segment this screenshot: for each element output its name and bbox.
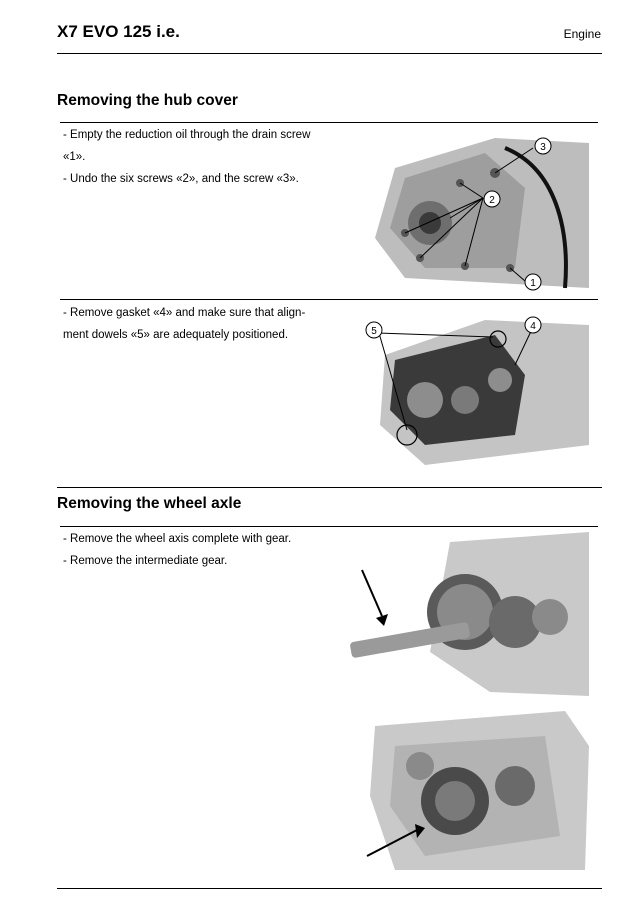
intermediate-gear-photo — [365, 706, 589, 870]
footer-rule — [57, 888, 602, 889]
callout-4 — [525, 317, 541, 333]
svg-text:4: 4 — [530, 321, 536, 332]
block-rule — [60, 299, 598, 300]
step-line: - Empty the reduction oil through the drain screw — [63, 129, 311, 141]
callout-3 — [535, 138, 551, 154]
section-heading-wheel-axle: Removing the wheel axle — [57, 495, 242, 512]
header-rule — [57, 53, 602, 54]
gasket-photo — [365, 315, 589, 467]
step-line: - Remove gasket «4» and make sure that align- — [63, 307, 306, 319]
svg-text:5: 5 — [371, 326, 377, 337]
step-line: ment dowels «5» are adequately positioned. — [63, 329, 289, 341]
section-rule — [60, 526, 598, 527]
callout-1 — [525, 274, 541, 290]
svg-text:2: 2 — [489, 195, 495, 206]
section-rule — [60, 122, 598, 123]
step-line: - Remove the intermediate gear. — [63, 555, 228, 567]
step-text-wheel-axle — [63, 528, 333, 572]
hub-cover-photo — [365, 128, 589, 294]
step-line: - Undo the six screws «2», and the screw «3». — [63, 173, 299, 185]
callout-5 — [366, 322, 382, 338]
section-label: Engine — [563, 27, 601, 41]
step-text-drain — [63, 124, 333, 190]
section-rule — [57, 487, 602, 488]
page-title: X7 EVO 125 i.e. — [57, 22, 180, 41]
callout-2 — [484, 191, 500, 207]
svg-text:3: 3 — [540, 142, 546, 153]
step-line: «1». — [63, 151, 86, 163]
section-heading-hub-cover: Removing the hub cover — [57, 92, 238, 109]
step-line: - Remove the wheel axis complete with gear. — [63, 533, 292, 545]
step-text-gasket — [63, 302, 333, 346]
wheel-axle-photo — [340, 532, 589, 696]
svg-text:1: 1 — [530, 278, 536, 289]
